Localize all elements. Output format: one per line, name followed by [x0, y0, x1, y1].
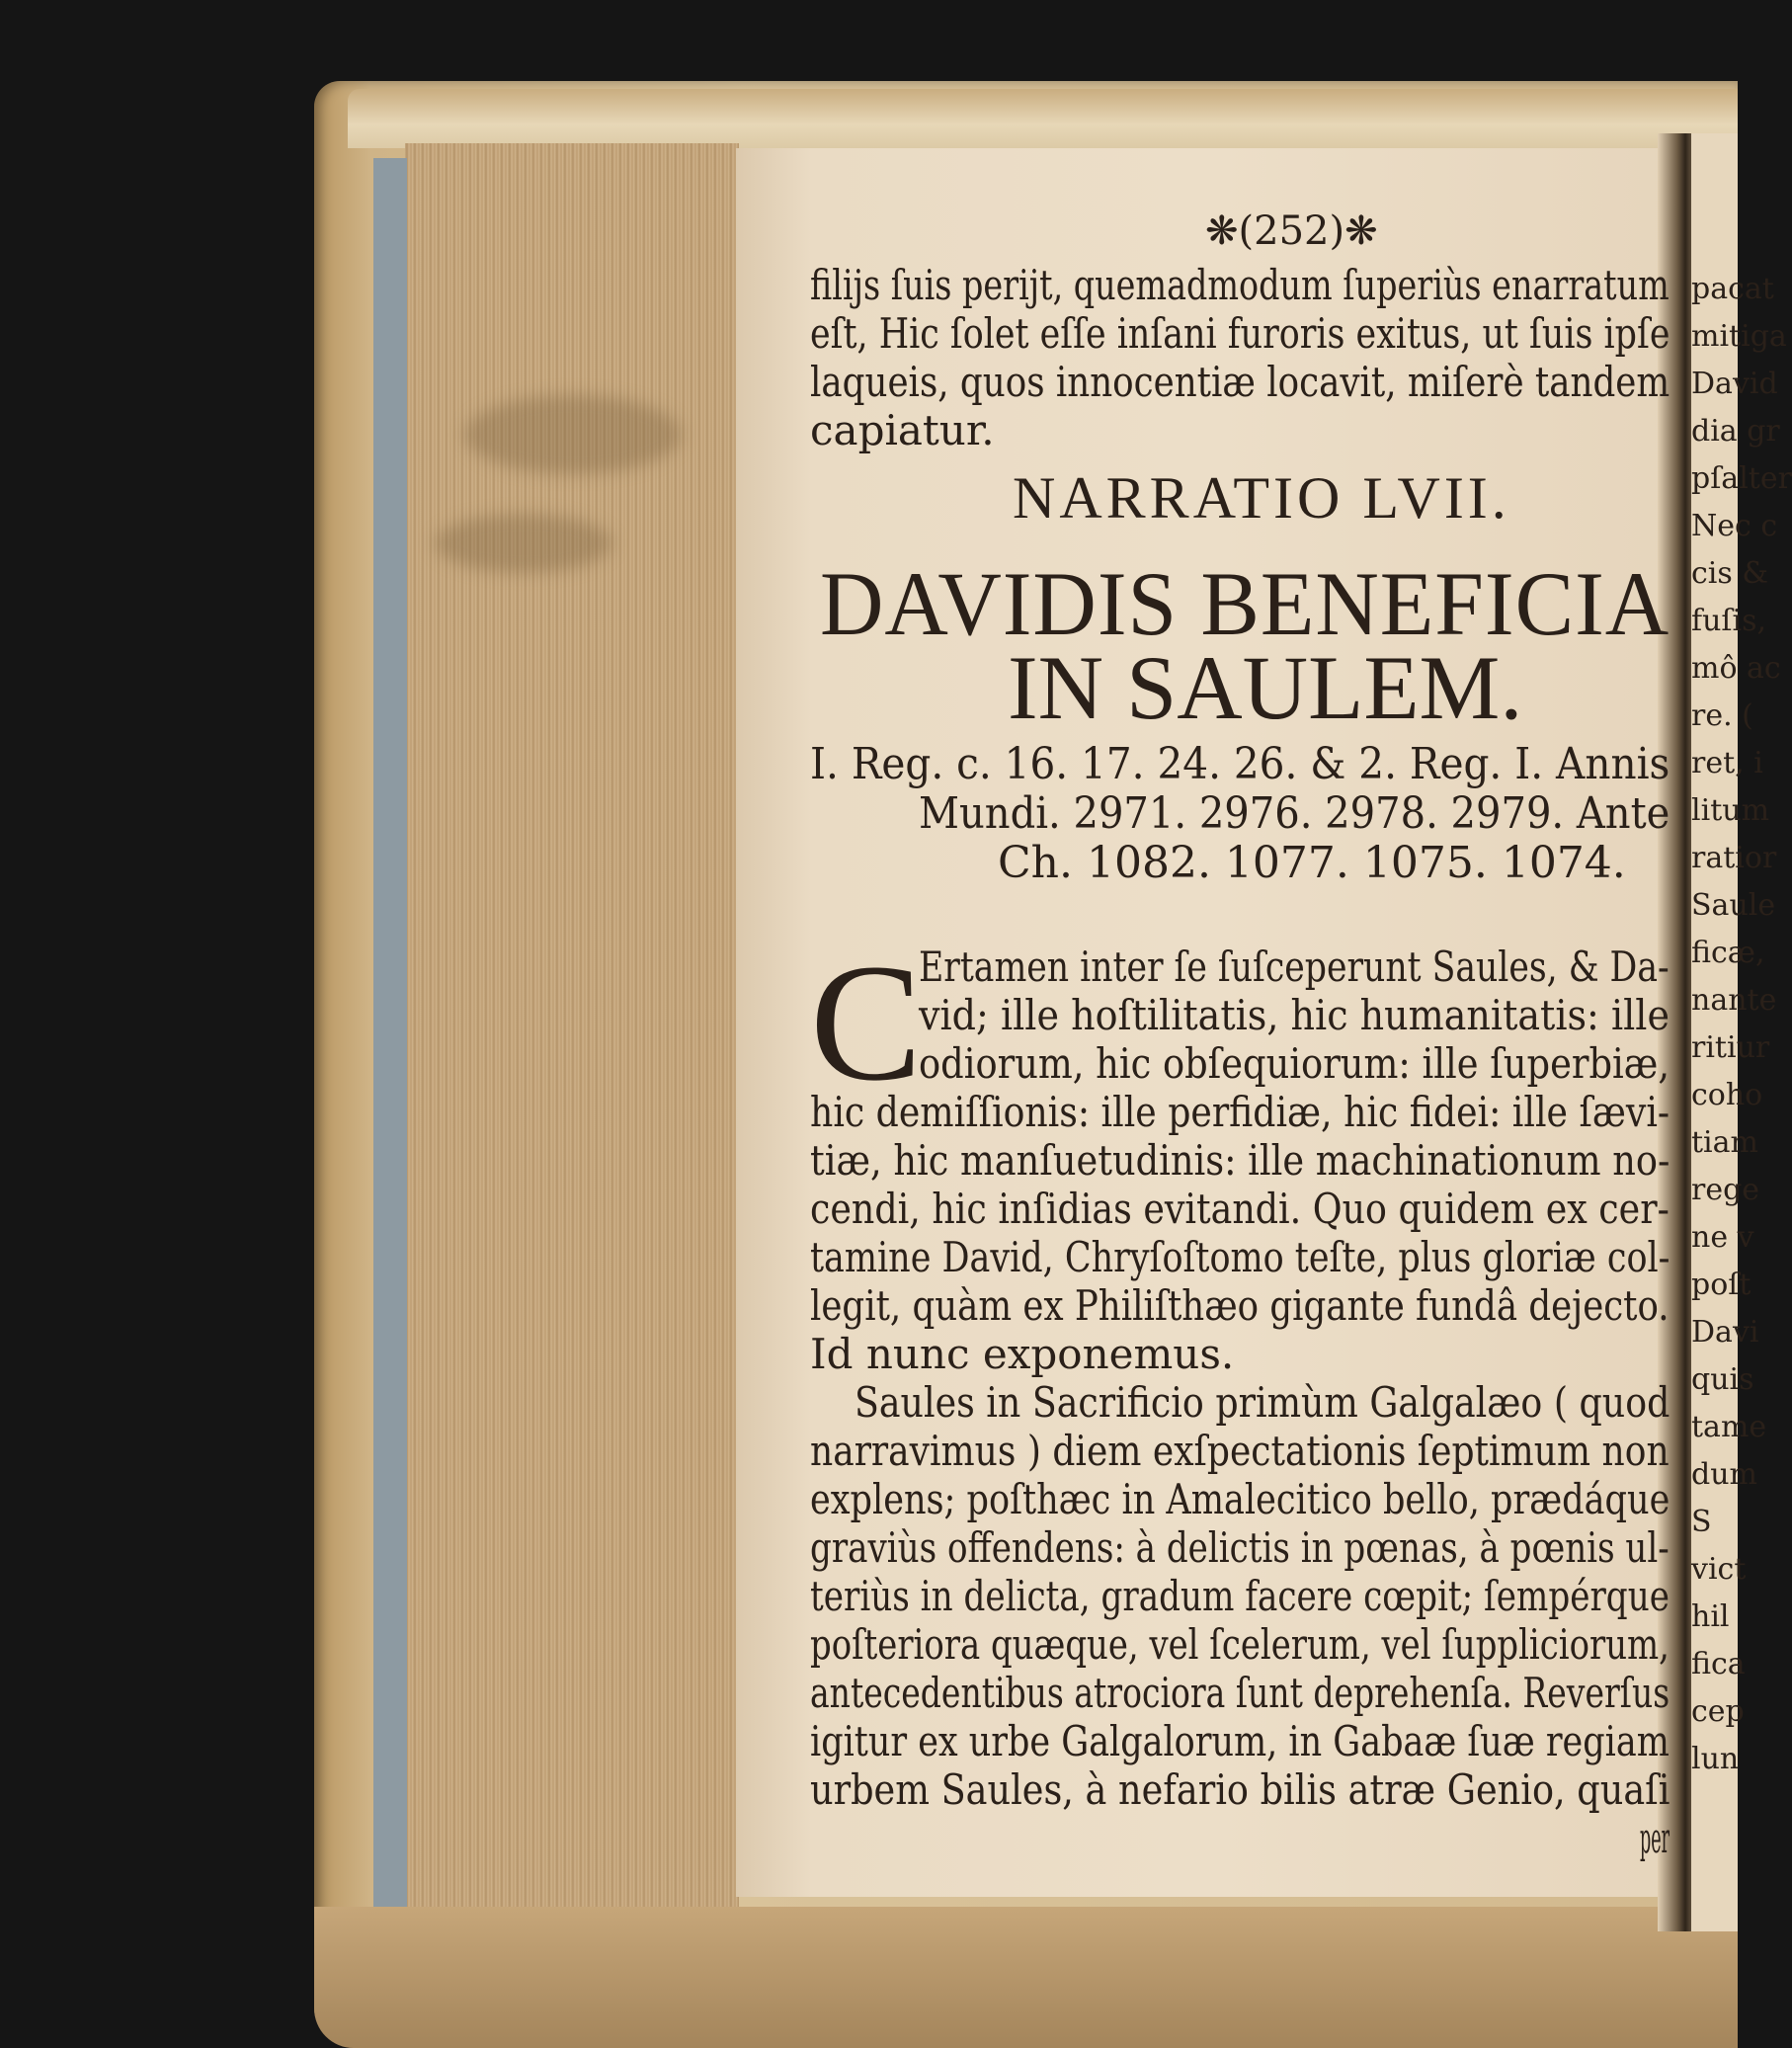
- next-page-fragment: tiam: [1691, 1125, 1758, 1160]
- text-line: odiorum, hic obſequiorum: ille ſuperbiæ,: [919, 1039, 1670, 1088]
- next-page-fragment: fuſis,: [1691, 604, 1767, 638]
- scripture-reference: Ch. 1082. 1077. 1075. 1074.: [998, 838, 1626, 888]
- text-line: Ertamen inter ſe ſuſceperunt Saules, & Da-: [919, 942, 1670, 991]
- water-stain: [464, 395, 682, 474]
- catchword: per: [1640, 1814, 1670, 1862]
- narratio-title: NARRATIO LVII.: [1013, 465, 1510, 531]
- next-page-fragment: ret, i: [1691, 746, 1763, 780]
- next-page-fragment: rege: [1691, 1173, 1760, 1207]
- text-line: legit, quàm ex Philiſthæo gigante fundâ dejecto.: [810, 1281, 1670, 1330]
- text-line: tamine David, Chryſoſtomo teſte, plus gloriæ col-: [810, 1233, 1670, 1281]
- next-page-fragment: fica: [1691, 1647, 1746, 1681]
- next-page-fragment: pacat: [1691, 272, 1774, 306]
- text-line: graviùs offendens: à delictis in pœnas, à pœnis ul-: [810, 1523, 1670, 1572]
- text-line: Saules in Sacrificio primùm Galgalæo ( quod: [855, 1378, 1670, 1427]
- next-page-fragment: ritiur: [1691, 1030, 1770, 1065]
- next-page-fragment: Saule: [1691, 888, 1776, 923]
- page-number: ❋(252)❋: [1205, 208, 1378, 254]
- text-line: antecedentibus atrociora ſunt deprehenſa. Reverſus: [810, 1669, 1670, 1717]
- next-page-fragment: dia gr: [1691, 414, 1780, 449]
- text-line: filijs ſuis perijt, quemadmodum ſuperiùs enarratum: [810, 261, 1670, 309]
- next-page-fragment: tame: [1691, 1410, 1767, 1444]
- page-text: [810, 207, 1699, 1907]
- next-page-fragment: re. (: [1691, 698, 1753, 733]
- next-page-fragment: dum: [1691, 1457, 1757, 1492]
- text-line: poſteriora quæque, vel ſcelerum, vel ſuppliciorum,: [810, 1620, 1670, 1669]
- next-page-fragment: ficæ,: [1691, 936, 1765, 970]
- next-page-fragment: mitiga: [1691, 319, 1787, 354]
- next-page-fragment: lun: [1691, 1742, 1740, 1776]
- book-top-edge: [348, 89, 1738, 148]
- text-line: eſt, Hic ſolet eſſe inſani furoris exitus, ut ſuis ipſe: [810, 309, 1670, 358]
- text-line: cendi, hic inſidias evitandi. Quo quidem ex cer-: [810, 1185, 1670, 1233]
- next-page-fragment: quis: [1691, 1362, 1754, 1397]
- next-page-fragment: cep: [1691, 1694, 1745, 1729]
- text-line: teriùs in delicta, gradum facere cœpit; ſempérque: [810, 1572, 1670, 1620]
- next-page-fragment: Davi: [1691, 1315, 1759, 1350]
- next-page-fragment: nante: [1691, 983, 1777, 1018]
- text-line: narravimus ) diem exſpectationis ſeptimum non: [810, 1427, 1670, 1475]
- next-page-fragment: ratior: [1691, 841, 1777, 875]
- drop-cap: C: [810, 930, 923, 1115]
- text-line: tiæ, hic manſuetudinis: ille machinationum no-: [810, 1136, 1670, 1185]
- next-page-fragment: ne v: [1691, 1220, 1754, 1255]
- text-line: igitur ex urbe Galgalorum, in Gabaæ ſuæ regiam: [810, 1717, 1670, 1765]
- next-page-fragment: vict: [1691, 1552, 1747, 1587]
- scripture-reference: Mundi. 2971. 2976. 2978. 2979. Ante: [919, 788, 1670, 839]
- chapter-heading-continued: IN SAULEM.: [1008, 637, 1523, 738]
- next-page-fragment: coho: [1691, 1078, 1763, 1112]
- next-page-fragment: cis &: [1691, 556, 1769, 591]
- cover-lining: [373, 158, 407, 1912]
- chapter-heading: DAVIDIS BENEFICIA: [820, 553, 1670, 654]
- next-page-fragment: S: [1691, 1505, 1712, 1539]
- scripture-reference: I. Reg. c. 16. 17. 24. 26. & 2. Reg. I. Annis: [810, 739, 1670, 789]
- water-stain: [435, 514, 612, 573]
- next-page-fragment: poſt: [1691, 1268, 1751, 1302]
- text-line: urbem Saules, à nefario bilis atræ Genio, quaſi: [810, 1765, 1670, 1814]
- text-line: capiatur.: [810, 406, 995, 454]
- text-line: explens; poſthæc in Amalecitico bello, prædáque: [810, 1475, 1670, 1523]
- next-page-fragment: litum: [1691, 793, 1770, 828]
- next-page-fragment: hil: [1691, 1599, 1730, 1634]
- next-page-fragment: David: [1691, 367, 1778, 401]
- next-page-fragment: mô ac: [1691, 651, 1781, 686]
- text-line: Id nunc exponemus.: [810, 1330, 1235, 1378]
- next-page-fragment: Nec c: [1691, 509, 1778, 543]
- text-line: hic demiſſionis: ille perfidiæ, hic fidei: ille ſævi-: [810, 1088, 1670, 1136]
- text-line: vid; ille hoſtilitatis, hic humanitatis: ille: [919, 991, 1670, 1039]
- next-page-fragment: pſalter: [1691, 461, 1792, 496]
- book-bottom-edge: [314, 1907, 1738, 2048]
- text-line: laqueis, quos innocentiæ locavit, miſerè tandem: [810, 358, 1670, 406]
